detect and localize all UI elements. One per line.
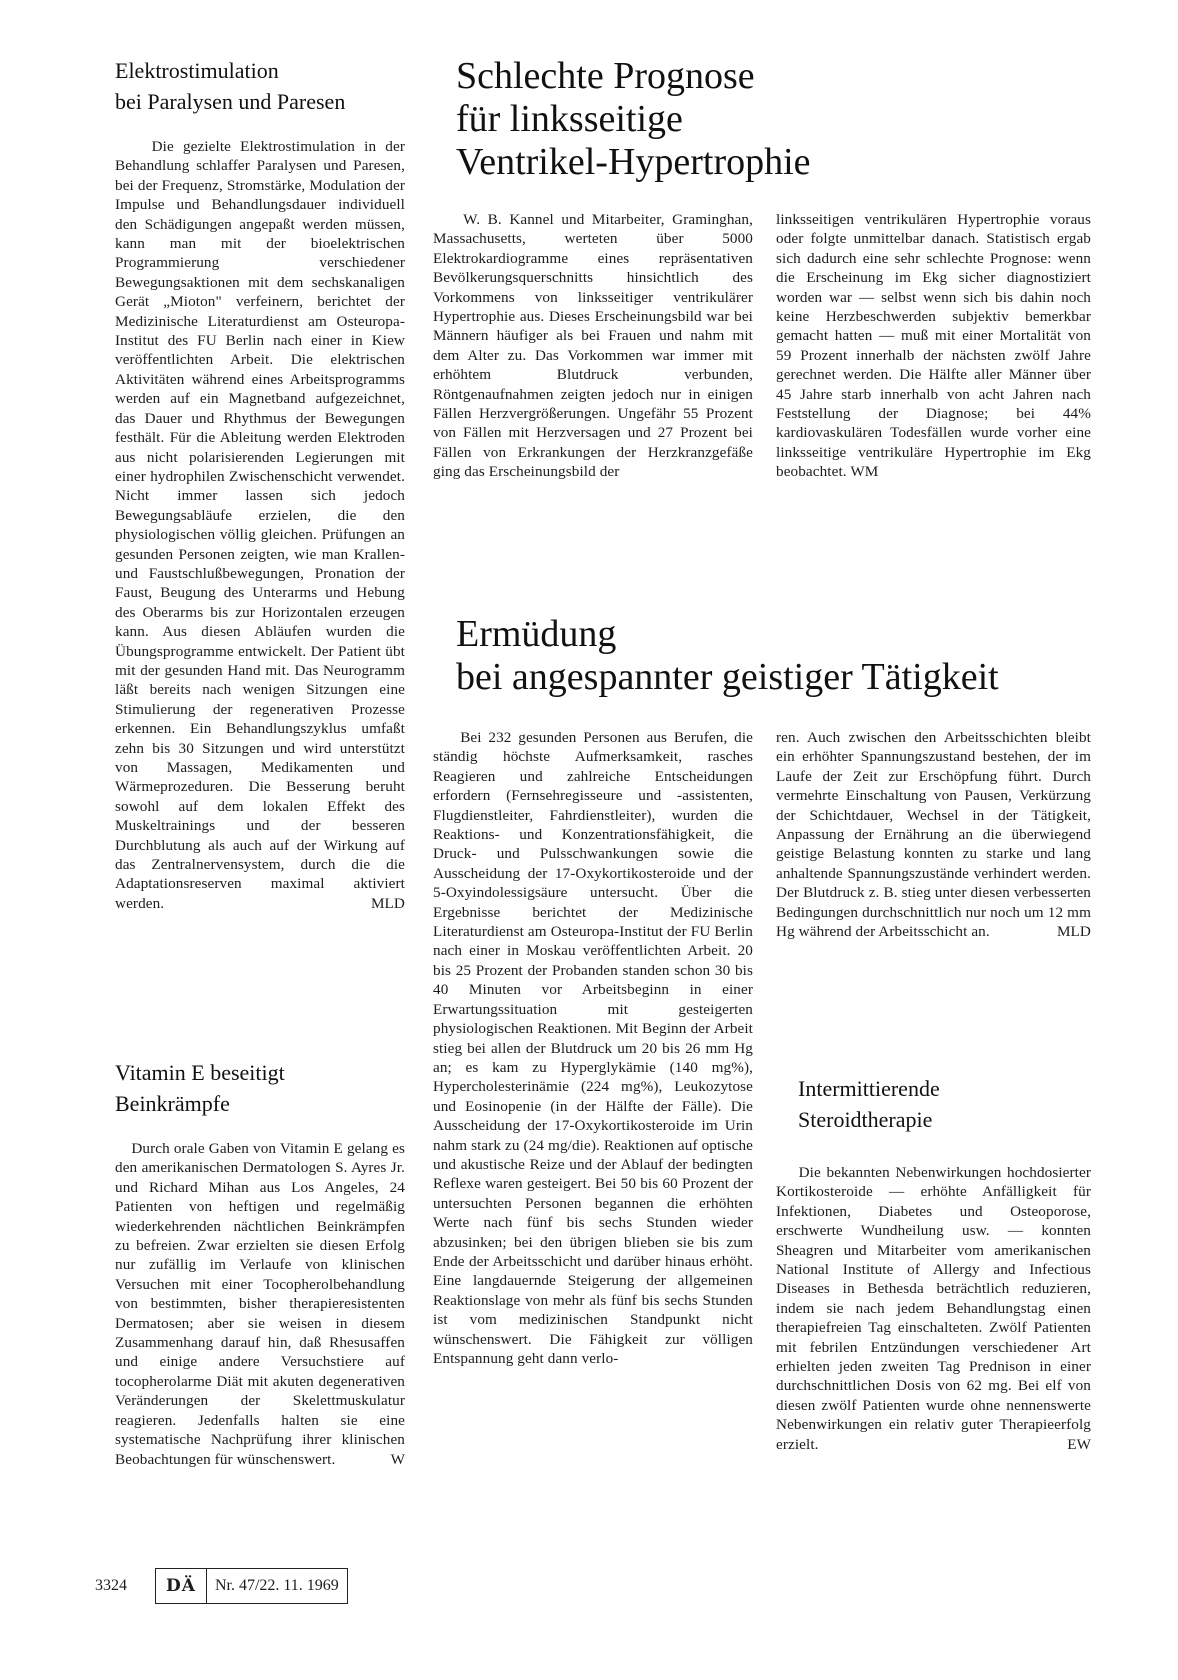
article-prognose [456,55,1076,184]
article-body-elektrostimulation [115,137,405,913]
signature: W [390,1450,405,1468]
body-text: ren. Auch zwischen den Arbeitsschichten bleibt ein erhöhter Spannungszustand bestehen, der im Laufe der Zeit zur Erschöpfung führt. Durch vermehrte Einschaltung von Pausen, Verkürzung der Schichtdauer, Wechsel in der Tätigkeit, Anpassung der Ernährung an die überwiegend geistige Belastung konnten zu starke und lang anhaltende Spannungszustände verhindert werden. Der Blutdruck z. B. stieg unter diesen verbesserten Bedingungen durchschnittlich nur noch um 12 mm Hg während der Arbeitsschicht an. [776,729,1091,941]
body-text: linksseitigen ventrikulären Hypertrophie voraus oder folgte unmittelbar danach. Statistisch ergab sich dadurch eine sehr schlechte Prognose: wenn die Erscheinung im Ekg sicher diagnostiziert worden war — selbst wenn sich bis dahin noch keine Herzbeschwerden subjektiv bemerkbar gemacht hatten — muß mit einer Mortalität von 59 Prozent innerhalb der nächsten zwölf Jahre gerechnet werden. Die Hälfte aller Männer über 45 Jahre starb innerhalb von acht Jahren nach Feststellung der Diagnose; bei 44% kardiovaskulären Todesfällen wurde vorher eine linksseitige ventrikuläre Hypertrophie im Ekg beobachtet. [776,211,1091,481]
signature: EW [1067,1435,1091,1453]
page-footer [95,1566,348,1606]
title-line: Schlechte Prognose [456,55,755,97]
body-text: Durch orale Gaben von Vitamin E gelang es den amerikanischen Dermatologen S. Ayres Jr. und Richard Mihan aus Los Angeles, 24 Patienten von heftigen und regelmäßig wiederkehrenden nächtlichen Beinkrämpfen zu befreien. Zwar erzielten sie diesen Erfolg nur zufällig im Verlaufe von klinischen Versuchen mit einer Tocopherolbehandlung von bestimmten, bisher therapieresistenten Dermatosen; aber sie weisen in diesem Zusammenhang darauf hin, daß Rhesusaffen und einige andere Versuchstiere auf tocopherolarme Diät mit akuten degenerativen Veränderungen der Skelettmuskulatur reagieren. Jedenfalls halten sie eine systematische Nachprüfung ihrer klinischen Beobachtungen für wünschenswert. [115,1140,406,1468]
article-title [798,1073,1088,1135]
article-steroidtherapie [798,1073,1088,1135]
body-text: W. B. Kannel und Mitarbeiter, Graminghan, Massachusetts, werteten über 5000 Elektrokardiogramme eines repräsentativen Bevölkerungsquerschnitts hinsichtlich des Vorkommens von linksseitiger ventrikulärer Hypertrophie aus. Dieses Erscheinungsbild war bei Männern häufiger als bei Frauen und nahm mit dem Alter zu. Das Vorkommen war immer mit erhöhtem Blutdruck verbunden, Röntgenaufnahmen zeigten jedoch nur in einigen Fällen Herzvergrößerungen. Ungefähr 55 Prozent von Fällen mit Herzversagen und 27 Prozent bei Fällen von Erkrankungen der Herzkranzgefäße ging das Erscheinungsbild der [433,211,753,481]
signature: MLD [370,894,405,912]
body-text: Die gezielte Elektrostimulation in der Behandlung schlaffer Paralysen und Paresen, bei der Frequenz, Stromstärke, Modulation der Impulse und Behandlungsdauer individuell den Schädigungen angepaßt werden müssen, kann man mit der bioelektrischen Programmierung verschiedener Bewegungsaktionen mit dem sechskanaligen Gerät „Mioton" verfeinern, berichtet der Medizinische Literaturdienst am Osteuropa-Institut des FU Berlin nach einer in Kiew veröffentlichten Arbeit. Die elektrischen Aktivitäten während eines Arbeitsprogramms werden auf ein Magnetband aufgezeichnet, das Dauer und Rhythmus der Bewegungen festhält. Für die Ableitung werden Elektroden aus nicht polarisierenden Legierungen mit einer hydrophilen Zwischenschicht verwendet. Nicht immer lassen sich jedoch Bewegungsabläufe erzielen, die den physiologischen völlig gleichen. Prüfungen an gesunden Personen zeigten, wie man Krallen- und Faustschlußbewegungen, Pronation der Faust, Beugung des Unterarms und Hebung des Oberarms bis zur Horizontalen erzeugen kann. Aus diesen Abläufen wurden die Übungsprogramme entwickelt. Der Patient übt mit der gesunden Hand mit. Das Neurogramm läßt bereits nach wenigen Sitzungen eine Stimulierung der regenerativen Prozesse erkennen. Ein Behandlungszyklus umfaßt zehn bis 30 Sitzungen und wird unterstützt von Massagen, Medikamenten und Wärmeprozeduren. Die Besserung beruht sowohl auf dem lokalen Effekt des Muskeltrainings und der besseren Durchblutung als auch auf der Wirkung auf das Zentralnervensystem, durch die die Adaptationsreserven maximal aktiviert werden. [115,138,406,912]
body-text: Bei 232 gesunden Personen aus Berufen, die ständig höchste Aufmerksamkeit, rasches Reagieren und zahlreiche Entscheidungen erfordern (Fernsehregisseure und -assistenten, Flugdienstleiter, Fahrdienstleiter), wurden die Reaktions- und Konzentrationsfähigkeit, die Druck- und Pulsschwankungen sowie die Ausscheidung der 17-Oxykortikosteroide und der 5-Oxyindolessigsäure untersucht. Über die Ergebnisse berichtet der Medizinische Literaturdienst am Osteuropa-Institut der FU Berlin nach einer in Moskau veröffentlichten Arbeit. 20 bis 25 Prozent der Probanden standen schon 30 bis 40 Minuten vor Arbeitsbeginn in einer Erwartungssituation mit gesteigerten physiologischen Reaktionen. Mit Beginn der Arbeit stieg bei allen der Blutdruck um 20 bis 26 mm Hg an; es kam zu Hyperglykämie (140 mg%), Hypercholesterinämie (224 mg%), Leukozytose und Eosinopenie (in der Hälfte der Fälle). Die Ausscheidung der 17-Oxykortikosteroide im Urin nahm stark zu (24 mg/die). Reaktionen auf optische und akustische Reize und der Ablauf der bedingten Reflexe waren gesteigert. Bei 50 bis 60 Prozent der untersuchten Personen begannen die erhöhten Werte nach fünf bis sechs Stunden wieder abzusinken; bei den übrigen blieben sie bis zum Ende der Arbeitsschicht und darüber hinaus erhöht. Eine langdauernde Steigerung der allgemeinen Reaktionslage von mehr als fünf bis sechs Stunden ist vom medizinischen Standpunkt nicht wünschenswert. Die Fähigkeit zur völligen Entspannung geht dann verlo- [433,729,753,1367]
title-line: Steroidtherapie [798,1107,933,1132]
title-line: Ventrikel-Hypertrophie [456,141,811,183]
signature: MLD [1056,923,1091,941]
body-text: Die bekannten Nebenwirkungen hochdosierter Kortikosteroide — erhöhte Anfälligkeit für Infektionen, Diabetes und Osteoporose, erschwerte Wundheilung usw. — konnten Sheagren und Mitarbeiter vom amerikanischen National Institute of Allergy and Infectious Diseases in Bethesda beträchtlich reduzieren, indem sie nach jedem Behandlungstag einen therapiefreien Tag einschalteten. Zwölf Patienten mit febrilen Entzündungen verschiedener Art erhielten jeden zweiten Tag Prednison in einer durchschnittlichen Dosis von 62 mg. Bei elf von diesen zwölf Patienten wurde ohne nennenswerte Nebenwirkungen ein relativ guter Therapieerfolg erzielt. [776,1164,1091,1453]
title-line: Intermittierende [798,1076,940,1101]
title-line: Beinkrämpfe [115,1091,230,1116]
article-body-steroidtherapie [776,1163,1091,1454]
article-body-prognose-col2 [776,210,1091,482]
title-line: Elektrostimulation [115,58,279,83]
title-line: Vitamin E beseitigt [115,1060,285,1085]
title-line: für linksseitige [456,98,683,140]
title-line: bei Paralysen und Paresen [115,89,346,114]
article-title [456,55,1076,184]
journal-box [155,1568,348,1604]
article-body-prognose-col1 [433,210,753,482]
signature: WM [850,463,879,481]
title-line: bei angespannter geistiger Tätigkeit [456,656,999,698]
article-title [115,1057,405,1119]
page-number: 3324 [95,1577,127,1594]
issue-label: Nr. 47/22. 11. 1969 [214,1577,339,1594]
article-body-ermuedung-col2 [776,728,1091,941]
article-vitamin-e [115,1057,405,1119]
article-title [456,613,1096,699]
article-title [115,55,405,117]
article-body-ermuedung-col1 [433,728,753,1368]
article-ermuedung [456,613,1096,699]
article-body-vitamin-e [115,1139,405,1469]
journal-logo: DÄ [156,1569,207,1603]
title-line: Ermüdung [456,613,617,655]
article-elektrostimulation [115,55,405,117]
